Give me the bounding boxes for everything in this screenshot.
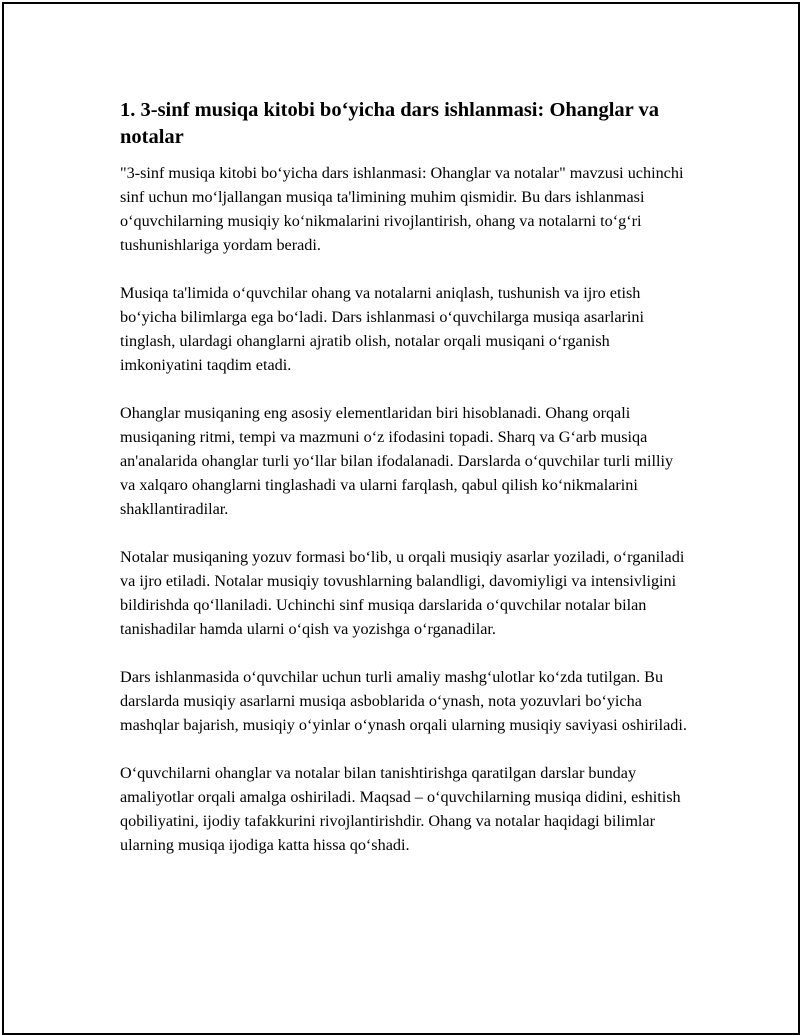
document-title: 1. 3-sinf musiqa kitobi bo‘yicha dars ishlanmasi: Ohanglar va notalar <box>120 99 659 148</box>
paragraph-4: Notalar musiqaning yozuv formasi bo‘lib, u orqali musiqiy asarlar yoziladi, o‘rganiladi va ijro etiladi. Notalar musiqiy tovushlarning balandligi, davomiyligi va intensivligini bildirishda qo‘llaniladi. Uchinchi sinf musiqa darslarida o‘quvchilar notalar bilan tanishadilar hamda ularni o‘qish va yozishga o‘rganadilar. <box>120 548 685 638</box>
paragraph-2: Musiqa ta'limida o‘quvchilar ohang va notalarni aniqlash, tushunish va ijro etish bo‘yicha bilimlarga ega bo‘ladi. Dars ishlanmasi o‘quvchilarga musiqa asarlarini tinglash, ulardagi ohanglarni ajratib olish, notalar orqali musiqani o‘rganish imkoniyatini taqdim etadi. <box>120 284 644 374</box>
paragraph-3: Ohanglar musiqaning eng asosiy elementlaridan biri hisoblanadi. Ohang orqali musiqaning ritmi, tempi va mazmuni o‘z ifodasini topadi. Sharq va G‘arb musiqa an'analarida ohanglar turli yo‘llar bilan ifodalanadi. Darslarda o‘quvchilar turli milliy va xalqaro ohanglarni tinglashadi va ularni farqlash, qabul qilish ko‘nikmalarini shakllantiradilar. <box>120 404 674 518</box>
paragraph-5: Dars ishlanmasida o‘quvchilar uchun turli amaliy mashg‘ulotlar ko‘zda tutilgan. Bu darslarda musiqiy asarlarni musiqa asboblarida o‘ynash, nota yozuvlari bo‘yicha mashqlar bajarish, musiqiy o‘yinlar o‘ynash orqali ularning musiqiy saviyasi oshiriladi. <box>120 668 687 734</box>
document-page <box>2 2 800 1035</box>
document-content <box>120 97 690 881</box>
paragraph-1: "3-sinf musiqa kitobi bo‘yicha dars ishlanmasi: Ohanglar va notalar" mavzusi uchinchi sinf uchun mo‘ljallangan musiqa ta'limining muhim qismidir. Bu dars ishlanmasi o‘quvchilarning musiqiy ko‘nikmalarini rivojlantirish, ohang va notalarni to‘g‘ri tushunishlariga yordam beradi. <box>120 164 684 254</box>
paragraph-6: O‘quvchilarni ohanglar va notalar bilan tanishtirishga qaratilgan darslar bunday amaliyotlar orqali amalga oshiriladi. Maqsad – o‘quvchilarning musiqa didini, eshitish qobiliyatini, ijodiy tafakkurini rivojlantirishdir. Ohang va notalar haqidagi bilimlar ularning musiqa ijodiga katta hissa qo‘shadi. <box>120 764 681 854</box>
